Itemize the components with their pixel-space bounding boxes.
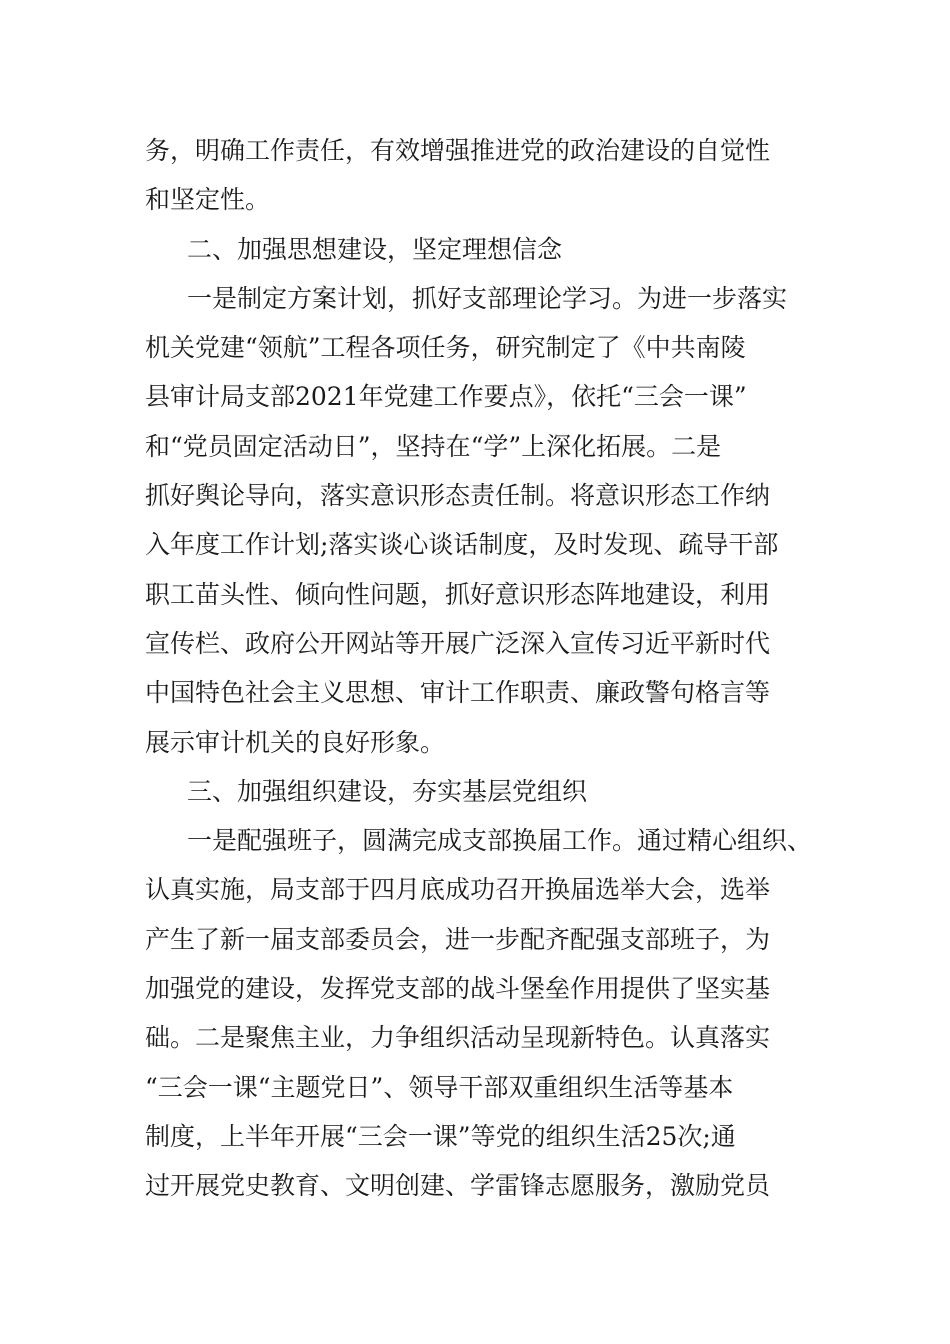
text-line: 础。二是聚焦主业，力争组织活动呈现新特色。认真落实 (145, 1023, 771, 1053)
section-heading: 二、加强思想建设，坚定理想信念 (187, 234, 563, 264)
text-line: 制度，上半年开展“三会一课”等党的组织生活25次;通 (145, 1121, 736, 1151)
text-line: 职工苗头性、倾向性问题，抓好意识形态阵地建设，利用 (145, 579, 771, 609)
paragraph-start: 一是配强班子，圆满完成支部换届工作。通过精心组织、 (187, 826, 813, 856)
text-line: 认真实施，局支部于四月底成功召开换届选举大会，选举 (145, 875, 771, 905)
text-line: 产生了新一届支部委员会，进一步配齐配强支部班子，为 (145, 924, 771, 954)
text-line: 加强党的建设，发挥党支部的战斗堡垒作用提供了坚实基 (145, 974, 771, 1004)
text-line: 和坚定性。 (145, 185, 271, 215)
text-line: 中国特色社会主义思想、审计工作职责、廉政警句格言等 (145, 678, 771, 708)
text-line: 展示审计机关的良好形象。 (145, 727, 446, 757)
text-line: 县审计局支部2021年党建工作要点》，依托“三会一课” (145, 382, 747, 412)
text-line: 宣传栏、政府公开网站等开展广泛深入宣传习近平新时代 (145, 628, 771, 658)
text-line: 务，明确工作责任，有效增强推进党的政治建设的自觉性 (145, 136, 771, 165)
section-heading: 三、加强组织建设，夯实基层党组织 (187, 776, 588, 806)
text-line: 入年度工作计划;落实谈心谈话制度，及时发现、疏导干部 (145, 530, 779, 560)
text-line: 机关党建“领航”工程各项任务，研究制定了《中共南陵 (145, 333, 746, 363)
text-line: 过开展党史教育、文明创建、学雷锋志愿服务，激励党员 (145, 1171, 771, 1201)
text-line: 抓好舆论导向，落实意识形态责任制。将意识形态工作纳 (145, 481, 771, 511)
text-line: “三会一课“主题党日”、领导干部双重组织生活等基本 (145, 1072, 734, 1102)
document-body (145, 126, 815, 1211)
paragraph-start: 一是制定方案计划，抓好支部理论学习。为进一步落实 (187, 283, 788, 313)
text-line: 和“党员固定活动日”，坚持在“学”上深化拓展。二是 (145, 431, 722, 461)
